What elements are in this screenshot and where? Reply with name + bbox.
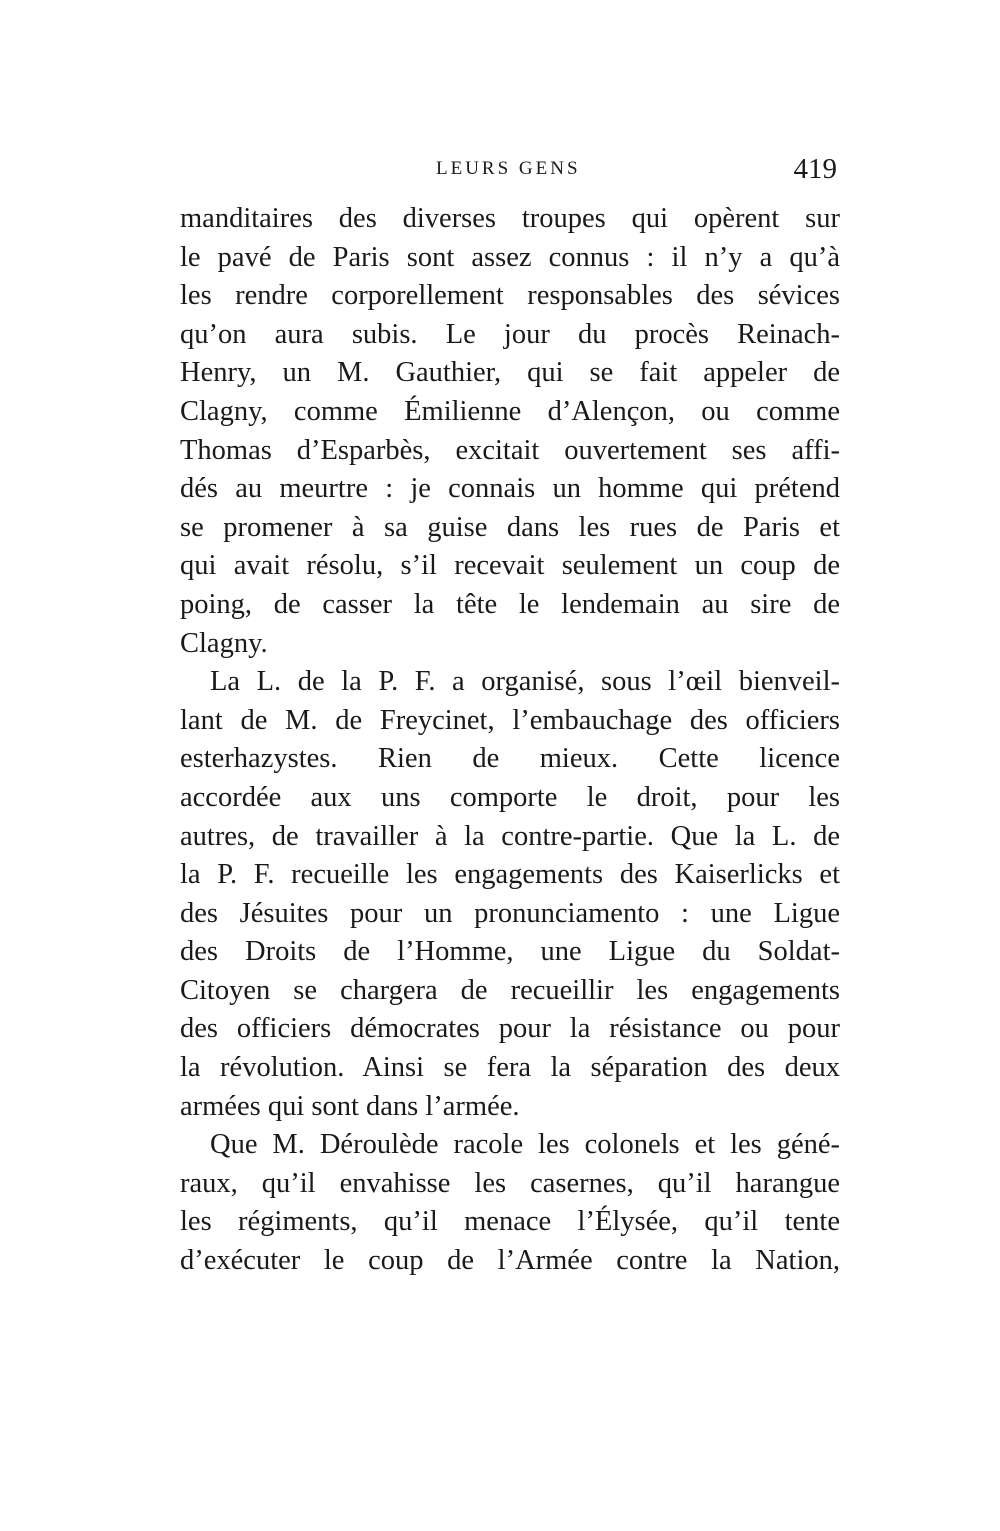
text-line: Thomas d’Esparbès, excitait ouvertement ses affi-: [180, 434, 840, 466]
page-number: 419: [793, 153, 837, 185]
text-line: des officiers démocrates pour la résistance ou pour: [180, 1013, 840, 1045]
text-line: d’exécuter le coup de l’Armée contre la Nation,: [180, 1245, 840, 1277]
text-line: Henry, un M. Gauthier, qui se fait appeler de: [180, 357, 840, 389]
text-line: lant de M. de Freycinet, l’embauchage des officiers: [180, 704, 840, 736]
text-line: raux, qu’il envahisse les casernes, qu’il harangue: [180, 1167, 840, 1199]
text-line: manditaires des diverses troupes qui opèrent sur: [180, 203, 840, 234]
paragraph-end-line: armées qui sont dans l’armée.: [180, 1090, 520, 1122]
paragraph-first-line: Que M. Déroulède racole les colonels et les géné-: [210, 1129, 840, 1161]
running-title: LEURS GENS: [436, 158, 581, 179]
text-line: Citoyen se chargera de recueillir les engagements: [180, 974, 840, 1006]
text-line: dés au meurtre : je connais un homme qui prétend: [180, 473, 840, 505]
paragraph-first-line: La L. de la P. F. a organisé, sous l’œil bienveil-: [210, 666, 840, 698]
paragraph-end-line: Clagny.: [180, 627, 268, 659]
text-line: Clagny, comme Émilienne d’Alençon, ou comme: [180, 395, 840, 427]
text-line: des Droits de l’Homme, une Ligue du Soldat-: [180, 936, 840, 968]
text-line: autres, de travailler à la contre-partie. Que la L. de: [180, 820, 840, 852]
text-line: accordée aux uns comporte le droit, pour les: [180, 781, 840, 813]
text-line: se promener à sa guise dans les rues de Paris et: [180, 511, 840, 543]
running-head: [0, 152, 1000, 186]
body-text: [180, 200, 840, 1281]
text-line: qu’on aura subis. Le jour du procès Reinach-: [180, 318, 840, 350]
text-line: le pavé de Paris sont assez connus : il n’y a qu’à: [180, 241, 840, 273]
text-line: les rendre corporellement responsables des sévices: [180, 280, 840, 312]
text-line: esterhazystes. Rien de mieux. Cette licence: [180, 743, 840, 775]
text-line: la révolution. Ainsi se fera la séparation des deux: [180, 1052, 840, 1084]
text-line: des Jésuites pour un pronunciamento : une Ligue: [180, 897, 840, 929]
text-line: les régiments, qu’il menace l’Élysée, qu’il tente: [180, 1206, 840, 1238]
text-line: poing, de casser la tête le lendemain au sire de: [180, 588, 840, 620]
text-line: la P. F. recueille les engagements des Kaiserlicks et: [180, 859, 840, 891]
text-line: qui avait résolu, s’il recevait seulement un coup de: [180, 550, 840, 582]
